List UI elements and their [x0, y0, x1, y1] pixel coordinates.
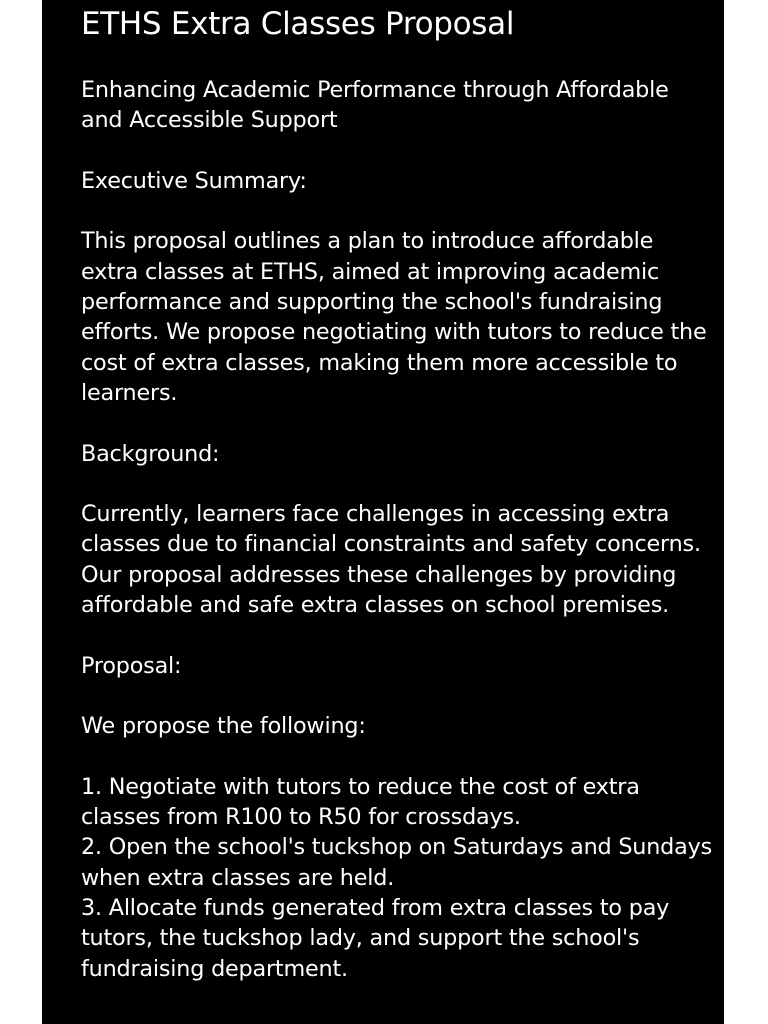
proposal-list-item: 2. Open the school's tuckshop on Saturdays and Sundays when extra classes are held. — [81, 834, 712, 891]
executive-summary-body: This proposal outlines a plan to introduce affordable extra classes at ETHS, aimed at improving academic performance and supporting the school's fundraising efforts. We propose negotiating with tutors to reduce the cost of extra classes, making them more accessible to learners. — [81, 228, 707, 406]
document-page — [42, 0, 724, 1024]
proposal-list — [81, 772, 716, 984]
proposal-list-item: 1. Negotiate with tutors to reduce the cost of extra classes from R100 to R50 for crossdays. — [81, 773, 640, 831]
document-subtitle: Enhancing Academic Performance through Affordable and Accessible Support — [81, 77, 669, 134]
proposal-intro: We propose the following: — [81, 713, 366, 740]
document-title: ETHS Extra Classes Proposal — [81, 6, 515, 42]
proposal-list-item: 3. Allocate funds generated from extra classes to pay tutors, the tuckshop lady, and support the school's fundraising department. — [81, 895, 670, 982]
background-heading: Background: — [81, 440, 220, 467]
proposal-heading: Proposal: — [81, 652, 182, 679]
executive-summary-heading: Executive Summary: — [81, 167, 307, 194]
background-body: Currently, learners face challenges in accessing extra classes due to financial constraints and safety concerns. Our proposal addresses these challenges by providing affordable and safe extra classes on school premises. — [81, 501, 701, 619]
document-content — [81, 0, 716, 984]
